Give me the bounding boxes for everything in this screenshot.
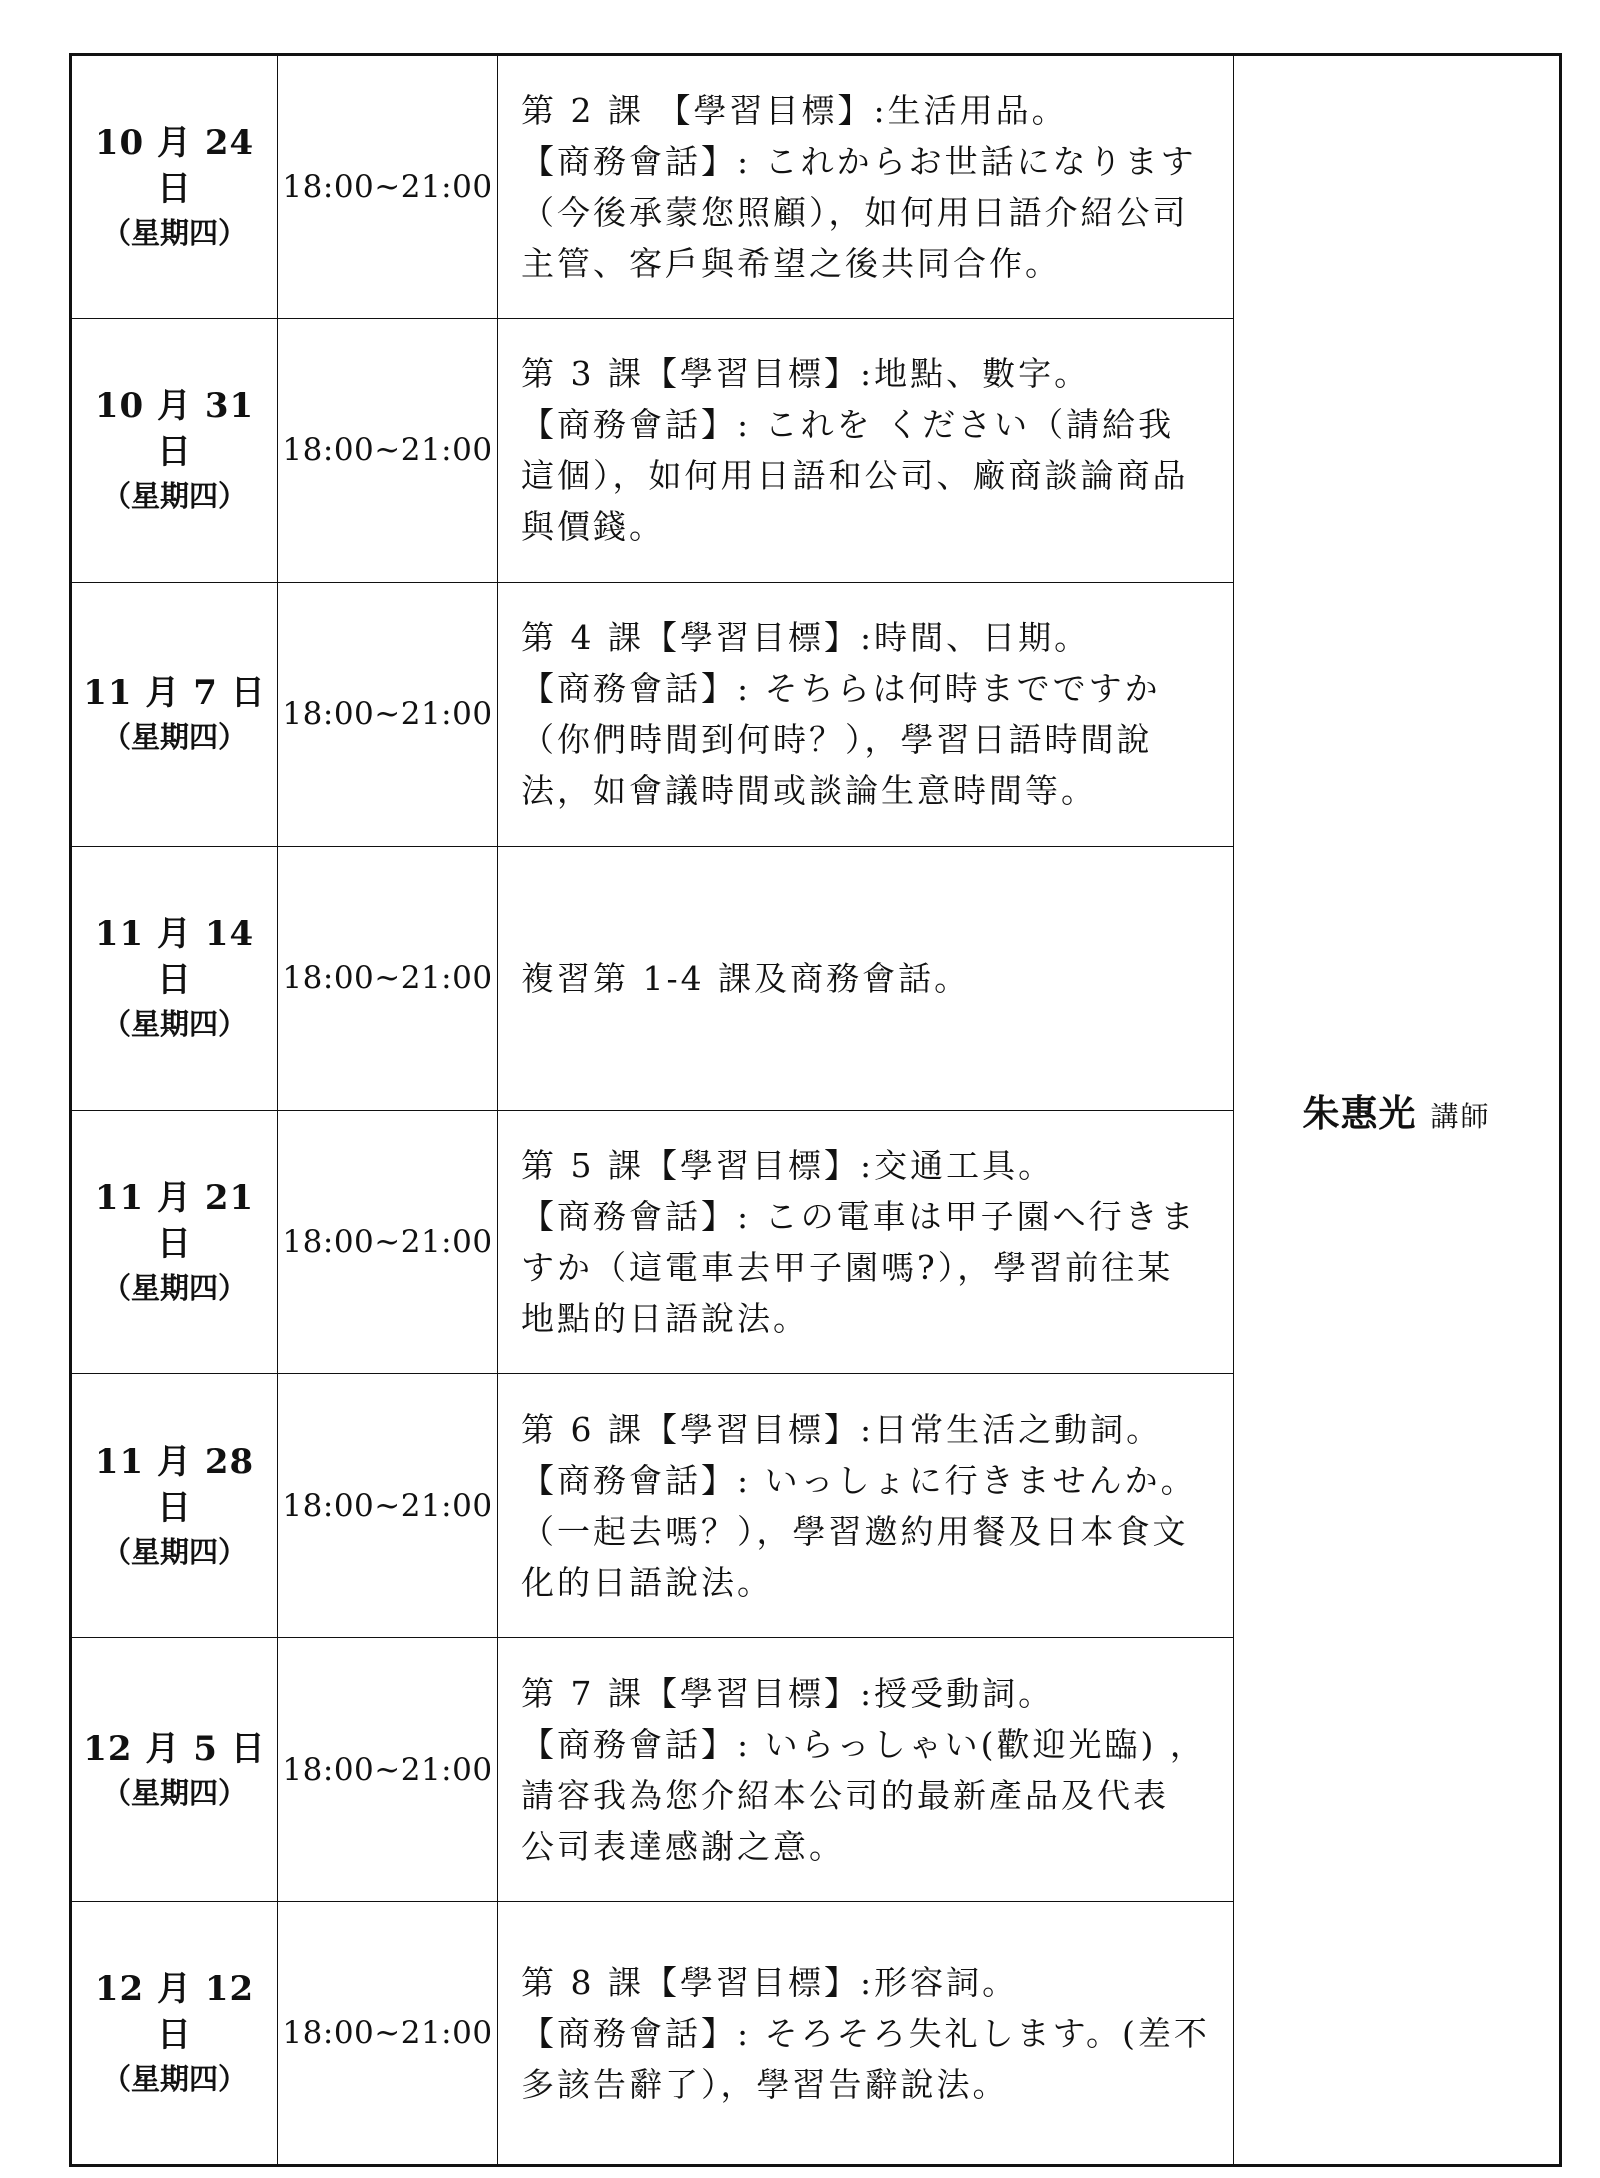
session-weekday: （星期四） <box>101 720 247 755</box>
session-time: 18:00~21:00 <box>278 55 498 319</box>
session-content-line: すか（這電車去甲子園嗎?），學習前往某 <box>521 1247 1174 1287</box>
session-weekday: （星期四） <box>101 1534 247 1569</box>
session-content <box>498 1902 1234 2166</box>
session-time: 18:00~21:00 <box>278 1374 498 1638</box>
teacher-title: 講師 <box>1430 1100 1491 1133</box>
session-content-line: 【商務會話】: これからお世話になります <box>521 141 1197 181</box>
session-content-line: 與價錢。 <box>521 507 665 547</box>
session-date-cell <box>71 318 278 582</box>
session-date-cell <box>71 1374 278 1638</box>
session-content-line: 請容我為您介紹本公司的最新產品及代表 <box>521 1775 1169 1815</box>
session-date: 12 月 5 日 <box>83 1728 266 1769</box>
session-content-line: 【商務會話】: いっしょに行きませんか。 <box>521 1460 1197 1500</box>
session-weekday: （星期四） <box>101 1775 247 1810</box>
session-content-line: 化的日語說法。 <box>521 1562 773 1602</box>
session-time: 18:00~21:00 <box>278 1902 498 2166</box>
session-time: 18:00~21:00 <box>278 1638 498 1902</box>
session-content-line: （你們時間到何時？），學習日語時間說 <box>521 720 1153 760</box>
session-content <box>498 55 1234 319</box>
schedule-body <box>71 55 1561 2166</box>
session-content-line: 第 5 課【學習目標】:交通工具。 <box>521 1145 1055 1185</box>
session-date: 10 月 31 日 <box>94 386 255 473</box>
session-date-cell <box>71 55 278 319</box>
session-content-line: 【商務會話】: そろそろ失礼します。(差不 <box>521 2013 1210 2053</box>
session-content <box>498 318 1234 582</box>
session-content <box>498 1374 1234 1638</box>
session-weekday: （星期四） <box>101 479 247 514</box>
session-weekday: （星期四） <box>101 215 247 250</box>
session-content-line: 地點的日語說法。 <box>521 1298 809 1338</box>
session-date: 12 月 12 日 <box>94 1969 255 2056</box>
session-content-line: 第 4 課【學習目標】:時間、日期。 <box>521 618 1091 658</box>
session-date: 10 月 24 日 <box>94 122 255 209</box>
session-content-line: 公司表達感謝之意。 <box>521 1826 845 1866</box>
session-date-cell <box>71 582 278 846</box>
session-content <box>498 846 1234 1110</box>
session-date-cell <box>71 1638 278 1902</box>
session-time: 18:00~21:00 <box>278 846 498 1110</box>
session-content-line: 第 7 課【學習目標】:授受動詞。 <box>521 1673 1055 1713</box>
session-weekday: （星期四） <box>101 2062 247 2097</box>
session-time: 18:00~21:00 <box>278 318 498 582</box>
session-content <box>498 1110 1234 1374</box>
session-content-line: 【商務會話】: いらっしゃい(歡迎光臨) ， <box>521 1724 1206 1764</box>
teacher-cell <box>1234 55 1561 2166</box>
session-content-line: 【商務會話】: そちらは何時までですか <box>521 669 1161 709</box>
teacher-name: 朱惠光 <box>1302 1092 1417 1135</box>
session-content <box>498 582 1234 846</box>
session-content-line: 第 2 課 【學習目標】:生活用品。 <box>521 90 1068 130</box>
session-content <box>498 1638 1234 1902</box>
session-content-line: 第 3 課【學習目標】:地點、數字。 <box>521 354 1091 394</box>
session-date: 11 月 14 日 <box>94 914 255 1001</box>
session-content-line: 法，如會議時間或談論生意時間等。 <box>521 771 1097 811</box>
session-content-line: 這個），如何用日語和公司、廠商談論商品 <box>521 456 1189 496</box>
session-date-cell <box>71 1902 278 2166</box>
session-time: 18:00~21:00 <box>278 582 498 846</box>
session-weekday: （星期四） <box>101 1007 247 1042</box>
session-date: 11 月 7 日 <box>83 673 266 714</box>
session-date-cell <box>71 1110 278 1374</box>
session-date-cell <box>71 846 278 1110</box>
session-content-line: 第 6 課【學習目標】:日常生活之動詞。 <box>521 1409 1163 1449</box>
session-content-line: 【商務會話】: この電車は甲子園へ行きま <box>521 1196 1197 1236</box>
session-content-line: 【商務會話】: これを ください（請給我 <box>521 405 1175 445</box>
session-time: 18:00~21:00 <box>278 1110 498 1374</box>
course-schedule-table <box>69 53 1562 2167</box>
session-content-line: 第 8 課【學習目標】:形容詞。 <box>521 1962 1019 2002</box>
session-content-line: （今後承蒙您照顧），如何用日語介紹公司 <box>521 192 1189 232</box>
session-weekday: （星期四） <box>101 1270 247 1305</box>
session-content-line: 主管、客戶與希望之後共同合作。 <box>521 243 1061 283</box>
session-content-line: （一起去嗎？），學習邀約用餐及日本食文 <box>521 1511 1189 1551</box>
session-row <box>71 55 1561 319</box>
session-date: 11 月 28 日 <box>94 1441 255 1528</box>
session-content-line: 多該告辭了），學習告辭說法。 <box>521 2064 1009 2104</box>
session-content-line: 複習第 1-4 課及商務會話。 <box>521 958 971 998</box>
session-date: 11 月 21 日 <box>94 1177 255 1264</box>
